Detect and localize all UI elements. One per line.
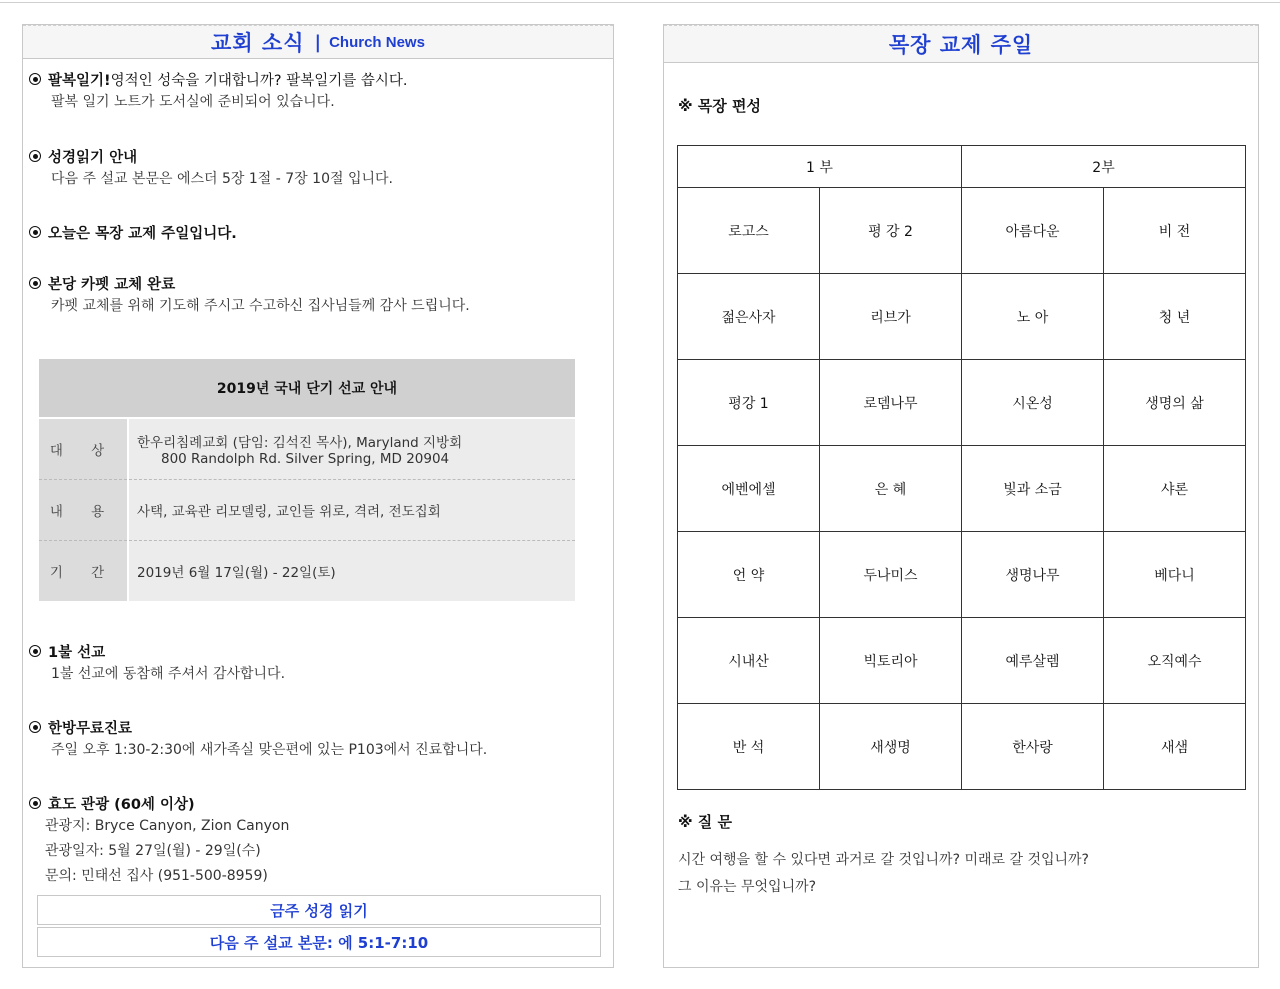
mission-label: 기 간 <box>39 541 128 602</box>
news-item-head: 한방무료진료 <box>48 720 133 737</box>
mission-info-table <box>39 359 575 601</box>
next-sermon-text: 다음 주 설교 본문: 에 5:1-7:10 <box>37 927 601 957</box>
group-cell: 시내산 <box>678 618 820 704</box>
group-cell: 예루살렘 <box>962 618 1104 704</box>
group-cell: 빛과 소금 <box>962 446 1104 532</box>
mission-row <box>39 480 575 541</box>
fellowship-header <box>664 25 1258 63</box>
fellowship-title: 목장 교제 주일 <box>888 33 1034 57</box>
church-news-title-ko: 교회 소식 <box>211 31 305 55</box>
groups-heading: ※ 목장 편성 <box>678 97 761 115</box>
bullet-icon <box>29 797 41 809</box>
news-item-head: 본당 카펫 교체 완료 <box>48 276 176 293</box>
church-news-title-en: Church News <box>329 33 425 51</box>
question-text <box>678 847 1238 901</box>
group-cell: 젊은사자 <box>678 274 820 360</box>
news-item-body: 문의: 민태선 집사 (951-500-8959) <box>45 868 268 884</box>
group-cell: 새샘 <box>1104 704 1246 790</box>
news-item-one-dollar-mission <box>29 640 605 686</box>
group-row <box>678 446 1246 532</box>
group-cell: 생명의 삶 <box>1104 360 1246 446</box>
news-item-body: 다음 주 설교 본문은 에스더 5장 1절 - 7장 10절 입니다. <box>51 171 393 187</box>
news-item-body: 관광일자: 5월 27일(월) - 29일(수) <box>45 843 261 859</box>
fellowship-panel <box>663 24 1259 968</box>
bullet-icon <box>29 645 41 657</box>
group-cell: 언 약 <box>678 532 820 618</box>
news-item-body: 1불 선교에 동참해 주셔서 감사합니다. <box>51 666 286 682</box>
mission-label: 내 용 <box>39 480 128 541</box>
group-cell: 베다니 <box>1104 532 1246 618</box>
bullet-icon <box>29 150 41 162</box>
news-item-head: 팔복일기! <box>48 72 111 89</box>
part-2-header: 2부 <box>962 146 1246 188</box>
group-cell: 한사랑 <box>962 704 1104 790</box>
title-separator: | <box>314 31 322 53</box>
news-item-oriental-clinic <box>29 716 605 762</box>
news-item-fellowship-sunday <box>29 221 605 243</box>
top-divider <box>0 2 1280 3</box>
mission-value: 사택, 교육관 리모델링, 교인들 위로, 격려, 전도집회 <box>128 480 575 541</box>
bullet-icon <box>29 277 41 289</box>
group-cell: 은 혜 <box>820 446 962 532</box>
mission-title: 2019년 국내 단기 선교 안내 <box>39 359 575 418</box>
news-item-body: 관광지: Bryce Canyon, Zion Canyon <box>45 818 290 834</box>
group-table <box>677 145 1246 790</box>
weekly-reading-title: 금주 성경 읽기 <box>37 895 601 925</box>
group-cell: 샤론 <box>1104 446 1246 532</box>
group-row <box>678 704 1246 790</box>
group-cell: 에벤에셀 <box>678 446 820 532</box>
news-item-head: 효도 관광 (60세 이상) <box>48 796 195 813</box>
question-line: 그 이유는 무엇입니까? <box>678 879 817 895</box>
mission-row <box>39 541 575 602</box>
news-item-head: 1불 선교 <box>48 644 106 661</box>
group-cell: 새생명 <box>820 704 962 790</box>
group-cell: 생명나무 <box>962 532 1104 618</box>
bullet-icon <box>29 226 41 238</box>
group-cell: 로고스 <box>678 188 820 274</box>
group-cell: 두나미스 <box>820 532 962 618</box>
group-row <box>678 532 1246 618</box>
news-item-head: 성경읽기 안내 <box>48 149 138 166</box>
question-heading: ※ 질 문 <box>678 813 733 831</box>
church-news-panel <box>22 24 614 968</box>
news-item-head: 오늘은 목장 교제 주일입니다. <box>48 225 237 242</box>
mission-row <box>39 418 575 480</box>
news-item-bible-reading <box>29 145 605 191</box>
group-cell: 청 년 <box>1104 274 1246 360</box>
news-item-body: 팔복 일기 노트가 도서실에 준비되어 있습니다. <box>51 94 335 110</box>
mission-value: 2019년 6월 17일(월) - 22일(토) <box>128 541 575 602</box>
group-cell: 로뎀나무 <box>820 360 962 446</box>
church-news-header <box>23 25 613 59</box>
group-cell: 빅토리아 <box>820 618 962 704</box>
question-line: 시간 여행을 할 수 있다면 과거로 갈 것입니까? 미래로 갈 것입니까? <box>678 852 1089 868</box>
part-1-header: 1 부 <box>678 146 962 188</box>
mission-value <box>128 418 575 480</box>
group-row <box>678 274 1246 360</box>
group-cell: 아름다운 <box>962 188 1104 274</box>
news-item-head-rest: 영적인 성숙을 기대합니까? 팔복일기를 씁시다. <box>110 72 408 89</box>
group-cell: 리브가 <box>820 274 962 360</box>
group-cell: 시온성 <box>962 360 1104 446</box>
group-cell: 비 전 <box>1104 188 1246 274</box>
group-cell: 오직예수 <box>1104 618 1246 704</box>
news-item-senior-tour <box>29 792 605 889</box>
news-item-body: 카펫 교체를 위해 기도해 주시고 수고하신 집사님들께 감사 드립니다. <box>51 298 470 314</box>
bullet-icon <box>29 721 41 733</box>
group-cell: 평강 1 <box>678 360 820 446</box>
group-cell: 반 석 <box>678 704 820 790</box>
mission-value-line: 한우리침례교회 (담임: 김석진 목사), Maryland 지방회 <box>137 435 463 451</box>
group-cell: 노 아 <box>962 274 1104 360</box>
group-row <box>678 618 1246 704</box>
group-row <box>678 188 1246 274</box>
mission-value-line: 800 Randolph Rd. Silver Spring, MD 20904 <box>161 451 450 467</box>
news-item-body: 주일 오후 1:30-2:30에 새가족실 맞은편에 있는 P103에서 진료합니다. <box>51 742 488 758</box>
news-item-carpet <box>29 272 605 318</box>
mission-label: 대 상 <box>39 418 128 480</box>
bullet-icon <box>29 73 41 85</box>
group-cell: 평 강 2 <box>820 188 962 274</box>
group-row <box>678 360 1246 446</box>
news-item-beatitude-diary <box>29 68 605 114</box>
